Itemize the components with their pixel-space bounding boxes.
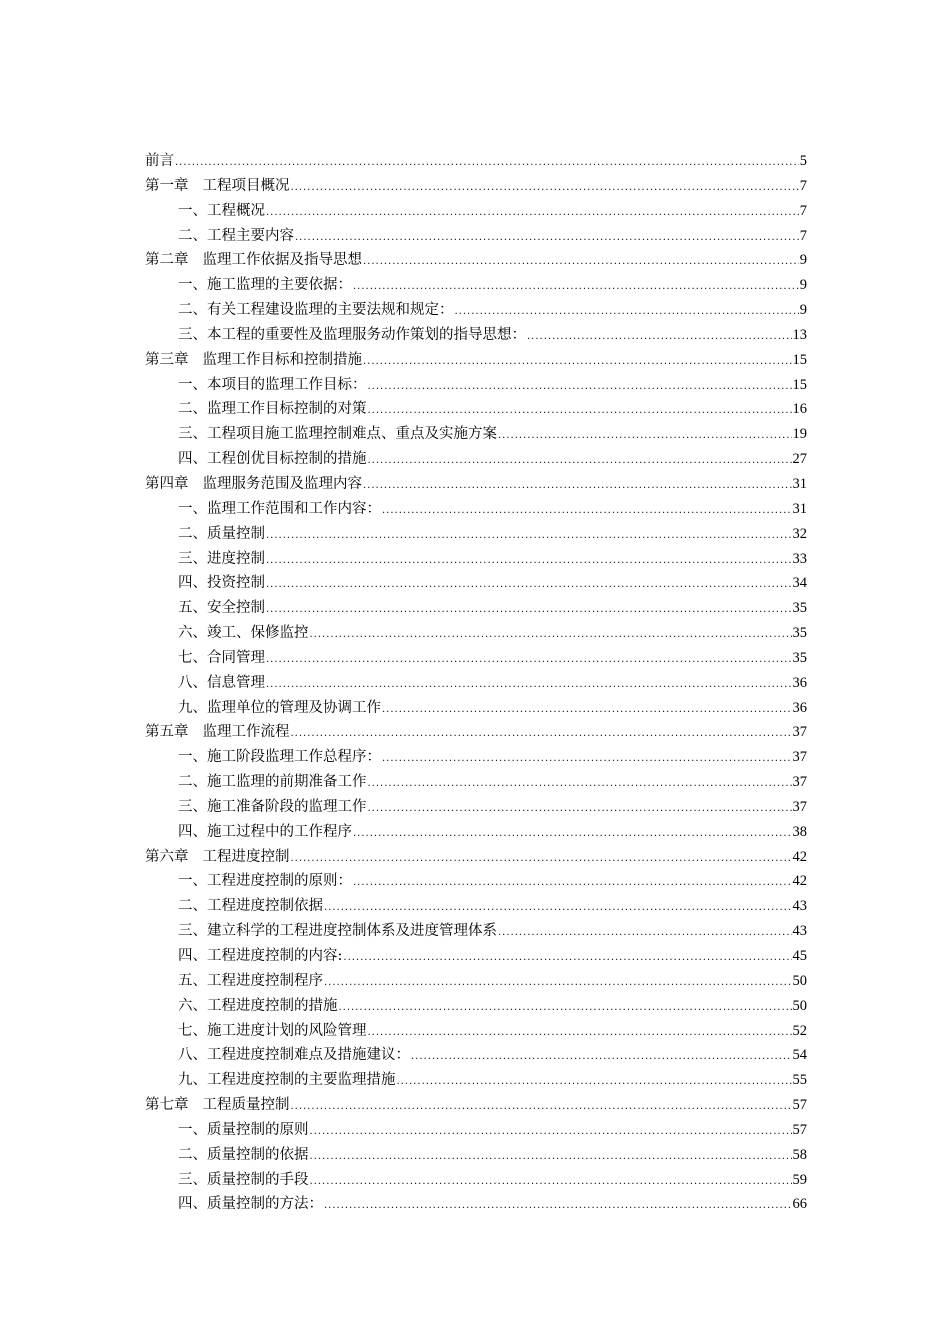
- toc-page-number: 35: [792, 649, 807, 666]
- toc-entry-title: [178, 497, 381, 522]
- toc-entry-text: 一、工程进度控制的原则：: [178, 873, 352, 890]
- toc-dot-leader: [310, 1170, 792, 1195]
- toc-dot-leader: [353, 871, 792, 896]
- toc-entry-title: [178, 323, 526, 348]
- toc-entry-title: [178, 820, 352, 845]
- toc-page-number: 58: [792, 1146, 807, 1163]
- toc-entry-title: [178, 969, 323, 994]
- toc-entry-text: 二、工程主要内容: [178, 227, 294, 244]
- toc-dot-leader: [382, 499, 792, 524]
- toc-chapter-entry[interactable]: [145, 472, 807, 497]
- toc-page-number: 50: [792, 972, 807, 989]
- toc-entry-title: [145, 472, 362, 497]
- toc-entry-text: 一、施工阶段监理工作总程序：: [178, 749, 381, 766]
- toc-page-number: 7: [799, 202, 807, 219]
- toc-entry-title: [178, 422, 497, 447]
- toc-dot-leader: [498, 921, 792, 946]
- toc-dot-leader: [295, 226, 799, 251]
- toc-section-entry[interactable]: [145, 869, 807, 894]
- toc-page-number: 13: [792, 326, 807, 343]
- toc-entry-text: 八、信息管理: [178, 674, 265, 691]
- toc-entry-text: 二、有关工程建设监理的主要法规和规定：: [178, 302, 454, 319]
- toc-entry-text: 四、施工过程中的工作程序: [178, 823, 352, 840]
- toc-entry-title: [178, 994, 338, 1019]
- toc-page-number: 32: [792, 525, 807, 542]
- toc-entry-text: 二、工程进度控制依据: [178, 898, 323, 915]
- toc-dot-leader: [291, 1095, 792, 1120]
- toc-page-number: 35: [792, 600, 807, 617]
- toc-dot-leader: [324, 1194, 792, 1219]
- toc-entry-text: 二、质量控制: [178, 525, 265, 542]
- toc-dot-leader: [175, 151, 799, 176]
- toc-chapter-number: 第一章: [145, 177, 189, 194]
- toc-dot-leader: [353, 275, 799, 300]
- toc-dot-leader: [291, 722, 792, 747]
- toc-page-number: 7: [799, 177, 807, 194]
- toc-section-entry[interactable]: [145, 547, 807, 572]
- toc-dot-leader: [498, 424, 792, 449]
- toc-dot-leader: [266, 549, 792, 574]
- toc-entry-title: [178, 571, 265, 596]
- toc-dot-leader: [368, 399, 792, 424]
- toc-chapter-number: 第五章: [145, 724, 189, 741]
- toc-page-number: 9: [799, 302, 807, 319]
- toc-chapter-number: 第三章: [145, 351, 189, 368]
- toc-dot-leader: [310, 1145, 792, 1170]
- toc-entry-text: 监理工作依据及指导思想: [202, 252, 362, 269]
- toc-section-entry[interactable]: [145, 522, 807, 547]
- toc-section-entry[interactable]: [145, 199, 807, 224]
- toc-page-number: 36: [792, 674, 807, 691]
- toc-entry-title: [178, 373, 367, 398]
- toc-entry-title: [178, 770, 367, 795]
- toc-dot-leader: [368, 772, 792, 797]
- toc-section-entry[interactable]: [145, 919, 807, 944]
- toc-page-number: 37: [792, 749, 807, 766]
- toc-chapter-number: 第七章: [145, 1097, 189, 1114]
- toc-chapter-entry[interactable]: [145, 1093, 807, 1118]
- toc-entry-text: 工程质量控制: [202, 1097, 290, 1114]
- toc-section-entry[interactable]: [145, 944, 807, 969]
- toc-page-number: 5: [799, 153, 807, 169]
- toc-page-number: 9: [799, 252, 807, 269]
- toc-entry-title: [145, 720, 290, 745]
- toc-dot-leader: [455, 300, 799, 325]
- toc-entry-title: [178, 869, 352, 894]
- toc-chapter-entry[interactable]: [145, 720, 807, 745]
- toc-entry-title: [178, 1143, 309, 1168]
- toc-page-number: 54: [792, 1047, 807, 1064]
- toc-entry-title: [178, 696, 381, 721]
- toc-section-entry[interactable]: [145, 820, 807, 845]
- toc-dot-leader: [363, 474, 792, 499]
- toc-dot-leader: [291, 847, 792, 872]
- toc-page-number: 57: [792, 1121, 807, 1138]
- toc-entry-text: 三、进度控制: [178, 550, 265, 567]
- toc-page-number: 35: [792, 625, 807, 642]
- toc-page-number: 31: [792, 475, 807, 492]
- toc-section-entry[interactable]: [145, 397, 807, 422]
- toc-entry-text: 三、质量控制的手段: [178, 1171, 309, 1188]
- toc-dot-leader: [324, 896, 792, 921]
- toc-dot-leader: [266, 648, 792, 673]
- toc-page-number: 37: [792, 724, 807, 741]
- toc-page-number: 31: [792, 500, 807, 517]
- toc-entry-text: 工程进度控制: [202, 848, 290, 865]
- toc-entry-text: 三、工程项目施工监理控制难点、重点及实施方案: [178, 426, 497, 443]
- toc-chapter-number: 第四章: [145, 475, 189, 492]
- toc-chapter-entry[interactable]: [145, 149, 807, 174]
- toc-dot-leader: [368, 797, 792, 822]
- toc-chapter-entry[interactable]: [145, 348, 807, 373]
- toc-dot-leader: [339, 996, 792, 1021]
- toc-page-number: 57: [792, 1097, 807, 1114]
- toc-entry-title: [178, 894, 323, 919]
- toc-dot-leader: [527, 325, 792, 350]
- table-of-contents: [145, 149, 807, 1217]
- toc-entry-title: [178, 745, 381, 770]
- toc-entry-title: [178, 1043, 410, 1068]
- toc-chapter-entry[interactable]: [145, 174, 807, 199]
- toc-entry-text: 二、监理工作目标控制的对策: [178, 401, 367, 418]
- toc-entry-text: 三、本工程的重要性及监理服务动作策划的指导思想：: [178, 326, 526, 343]
- toc-entry-text: 监理工作目标和控制措施: [202, 351, 362, 368]
- toc-entry-text: 监理服务范围及监理内容: [202, 475, 362, 492]
- toc-dot-leader: [266, 573, 792, 598]
- toc-entry-title: [178, 671, 265, 696]
- toc-chapter-entry[interactable]: [145, 845, 807, 870]
- toc-dot-leader: [310, 623, 792, 648]
- toc-dot-leader: [343, 946, 791, 971]
- toc-entry-text: 五、安全控制: [178, 600, 265, 617]
- toc-page-number: 59: [792, 1171, 807, 1188]
- toc-page-number: 36: [792, 699, 807, 716]
- toc-entry-title: [145, 845, 290, 870]
- toc-entry-text: 四、投资控制: [178, 575, 265, 592]
- toc-page-number: 38: [792, 823, 807, 840]
- toc-page-number: 16: [792, 401, 807, 418]
- toc-section-entry[interactable]: [145, 1068, 807, 1093]
- toc-entry-text: 工程项目概况: [202, 177, 290, 194]
- toc-dot-leader: [310, 1120, 792, 1145]
- toc-dot-leader: [363, 250, 799, 275]
- toc-entry-title: [178, 596, 265, 621]
- toc-dot-leader: [266, 201, 799, 226]
- toc-entry-text: 七、合同管理: [178, 649, 265, 666]
- toc-entry-title: [178, 919, 497, 944]
- toc-entry-text: 二、质量控制的依据: [178, 1146, 309, 1163]
- toc-section-entry[interactable]: [145, 497, 807, 522]
- toc-page-number: 42: [792, 848, 807, 865]
- toc-entry-title: [145, 248, 362, 273]
- toc-entry-title: [178, 1019, 367, 1044]
- toc-dot-leader: [397, 1070, 792, 1095]
- toc-page-number: 50: [792, 997, 807, 1014]
- toc-entry-text: 二、施工监理的前期准备工作: [178, 774, 367, 791]
- toc-chapter-number: 第六章: [145, 848, 189, 865]
- toc-entry-text: 监理工作流程: [202, 724, 290, 741]
- toc-entry-title: [178, 199, 265, 224]
- toc-section-entry[interactable]: [145, 298, 807, 323]
- toc-page-number: 52: [792, 1022, 807, 1039]
- toc-entry-title: [178, 944, 342, 969]
- toc-section-entry[interactable]: [145, 596, 807, 621]
- toc-section-entry[interactable]: [145, 994, 807, 1019]
- toc-section-entry[interactable]: [145, 447, 807, 472]
- toc-entry-title: [178, 447, 367, 472]
- toc-entry-text: 八、工程进度控制难点及措施建议：: [178, 1047, 410, 1064]
- toc-dot-leader: [382, 747, 792, 772]
- toc-dot-leader: [363, 350, 792, 375]
- toc-entry-text: 一、监理工作范围和工作内容：: [178, 500, 381, 517]
- toc-section-entry[interactable]: [145, 571, 807, 596]
- toc-page-number: 19: [792, 426, 807, 443]
- toc-page-number: 37: [792, 798, 807, 815]
- toc-entry-title: [178, 795, 367, 820]
- toc-entry-title: [178, 273, 352, 298]
- toc-entry-text: 六、竣工、保修监控: [178, 625, 309, 642]
- toc-entry-title: [178, 547, 265, 572]
- toc-section-entry[interactable]: [145, 1118, 807, 1143]
- toc-dot-leader: [266, 524, 792, 549]
- toc-page-number: 37: [792, 774, 807, 791]
- toc-entry-text: 一、工程概况: [178, 202, 265, 219]
- toc-entry-text: 四、工程创优目标控制的措施: [178, 451, 367, 468]
- toc-page-number: 42: [792, 873, 807, 890]
- toc-section-entry[interactable]: [145, 894, 807, 919]
- toc-section-entry[interactable]: [145, 969, 807, 994]
- toc-dot-leader: [368, 375, 792, 400]
- toc-chapter-entry[interactable]: [145, 248, 807, 273]
- toc-entry-text: 三、施工准备阶段的监理工作: [178, 798, 367, 815]
- toc-dot-leader: [324, 971, 792, 996]
- toc-page-number: 15: [792, 351, 807, 368]
- toc-entry-text: 三、建立科学的工程进度控制体系及进度管理体系: [178, 923, 497, 940]
- toc-section-entry[interactable]: [145, 621, 807, 646]
- toc-entry-title: [145, 174, 290, 199]
- toc-section-entry[interactable]: [145, 224, 807, 249]
- toc-entry-title: [145, 149, 174, 174]
- toc-entry-title: [145, 1093, 290, 1118]
- toc-entry-text: 一、施工监理的主要依据：: [178, 277, 352, 294]
- toc-entry-title: [178, 224, 294, 249]
- toc-entry-title: [178, 646, 265, 671]
- toc-section-entry[interactable]: [145, 1019, 807, 1044]
- toc-section-entry[interactable]: [145, 273, 807, 298]
- toc-entry-text: 五、工程进度控制程序: [178, 972, 323, 989]
- toc-section-entry[interactable]: [145, 1043, 807, 1068]
- toc-entry-text: 九、工程进度控制的主要监理措施: [178, 1072, 396, 1089]
- toc-entry-title: [178, 1192, 323, 1217]
- toc-entry-text: 前言: [145, 153, 174, 169]
- toc-page-number: 66: [792, 1196, 807, 1213]
- toc-page-number: 15: [792, 376, 807, 393]
- toc-page-number: 45: [792, 948, 807, 964]
- toc-section-entry[interactable]: [145, 422, 807, 447]
- toc-page-number: 43: [792, 898, 807, 915]
- toc-page-number: 33: [792, 550, 807, 567]
- toc-entry-text: 一、质量控制的原则: [178, 1121, 309, 1138]
- toc-section-entry[interactable]: [145, 745, 807, 770]
- toc-entry-text: 一、本项目的监理工作目标：: [178, 376, 367, 393]
- toc-entry-text: 九、监理单位的管理及协调工作: [178, 699, 381, 716]
- toc-entry-title: [178, 1068, 396, 1093]
- toc-entry-title: [145, 348, 362, 373]
- toc-section-entry[interactable]: [145, 1143, 807, 1168]
- toc-entry-title: [178, 1118, 309, 1143]
- toc-entry-title: [178, 522, 265, 547]
- toc-entry-text: 四、质量控制的方法：: [178, 1196, 323, 1213]
- toc-entry-title: [178, 1168, 309, 1193]
- toc-entry-title: [178, 621, 309, 646]
- toc-page-number: 9: [799, 277, 807, 294]
- toc-entry-title: [178, 397, 367, 422]
- toc-section-entry[interactable]: [145, 1168, 807, 1193]
- toc-dot-leader: [382, 698, 792, 723]
- toc-dot-leader: [368, 1021, 792, 1046]
- toc-entry-text: 六、工程进度控制的措施: [178, 997, 338, 1014]
- toc-page-number: 27: [792, 451, 807, 468]
- toc-section-entry[interactable]: [145, 696, 807, 721]
- toc-entry-text: 七、施工进度计划的风险管理: [178, 1022, 367, 1039]
- toc-page-number: 7: [799, 227, 807, 244]
- toc-section-entry[interactable]: [145, 795, 807, 820]
- toc-dot-leader: [291, 176, 799, 201]
- toc-section-entry[interactable]: [145, 1192, 807, 1217]
- toc-page-number: 55: [792, 1072, 807, 1089]
- toc-dot-leader: [266, 673, 792, 698]
- toc-dot-leader: [411, 1045, 792, 1070]
- toc-chapter-number: 第二章: [145, 252, 189, 269]
- toc-section-entry[interactable]: [145, 770, 807, 795]
- toc-page-number: 43: [792, 923, 807, 940]
- toc-section-entry[interactable]: [145, 373, 807, 398]
- toc-dot-leader: [266, 598, 792, 623]
- toc-section-entry[interactable]: [145, 323, 807, 348]
- toc-section-entry[interactable]: [145, 671, 807, 696]
- toc-dot-leader: [368, 449, 792, 474]
- toc-page-number: 34: [792, 575, 807, 592]
- toc-section-entry[interactable]: [145, 646, 807, 671]
- toc-entry-text: 四、工程进度控制的内容:: [178, 948, 343, 964]
- toc-dot-leader: [353, 822, 792, 847]
- toc-entry-title: [178, 298, 454, 323]
